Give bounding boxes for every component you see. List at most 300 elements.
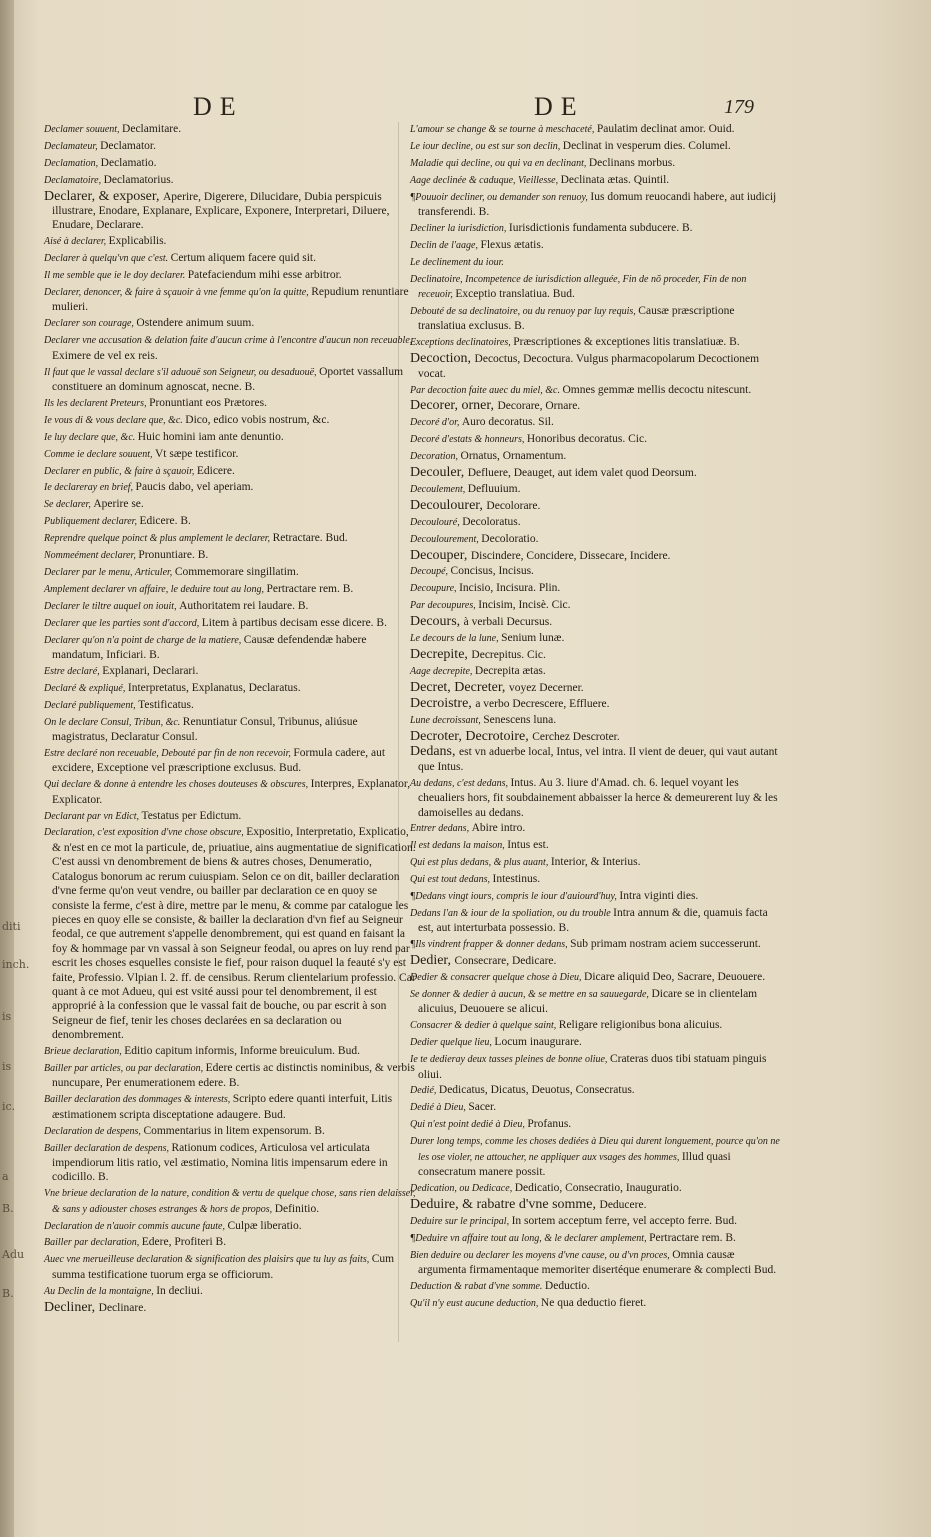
entry-french: Brieue declaration, — [44, 1046, 122, 1058]
dictionary-entry — [410, 713, 780, 728]
entry-french: Au Declin de la montaigne, — [44, 1285, 154, 1297]
entry-french: Nommeément declarer, — [44, 550, 136, 562]
dictionary-entry — [410, 1134, 780, 1179]
entry-french: Decoration, — [410, 451, 459, 463]
entry-french: Dedans, — [410, 744, 456, 760]
dictionary-entry — [44, 1284, 416, 1299]
entry-latin: est vn aduerbe local, Intus, vel intra. Il vient de deuer, qui vaut autant que Intus. — [418, 746, 778, 773]
running-head-right: DE — [534, 92, 585, 121]
entry-latin: Pronuntiare. B. — [138, 549, 209, 562]
margin-fragment: B. — [2, 1287, 14, 1300]
entry-french: Il est dedans la maison, — [410, 840, 505, 852]
entry-french: Decoupure, — [410, 583, 457, 595]
margin-fragment: inch. — [2, 958, 30, 971]
entry-latin: Profanus. — [527, 1118, 572, 1131]
dictionary-entry — [44, 316, 416, 331]
entry-french: Qui est tout dedans, — [410, 874, 490, 886]
entry-latin: Patefaciendum mihi esse arbitror. — [187, 269, 342, 282]
dictionary-entry — [410, 970, 780, 985]
entry-french: Dedié, — [410, 1085, 437, 1097]
entry-latin: Decoloratus. — [462, 515, 521, 528]
dictionary-entry — [410, 156, 780, 171]
entry-latin: Litem à partibus decisam esse dicere. B. — [201, 616, 387, 629]
dictionary-entry — [410, 255, 780, 270]
dictionary-entry — [410, 1117, 780, 1132]
entry-latin: Concisus, Incisus. — [450, 565, 534, 578]
dictionary-entry — [410, 821, 780, 836]
entry-latin: Ne qua deductio fieret. — [540, 1296, 647, 1309]
dictionary-entry — [44, 1301, 416, 1315]
entry-latin: Abire intro. — [471, 822, 526, 835]
entry-latin: Expositio, Interpretatio, Explicatio, & n'est en ce mot la particule, de, priuatiue, ains augmentatiue de signification. C'est aussi vn denombrement de biens & autres choses, Denumeratio, Catalogus bonorum ac rerum cuiuspiam. Selon ce on dit, bailler declaration d'vne ferme qu'on veut vendre, ou bailler par declaration ce en quoy se consiste la ferme, c'est à dire, mettre par le menu, & comme par catalogue les pieces en quoy elle se consiste, & bailler la declaration d'vn fief au Seigneur feodal, ce que autrement s'appelle denombrement, qui est quand en faisant la foy & hommage par vn vassal à son Seigneur feodal, ou apres on luy rend par escrit les choses esquelles consiste le fief, pour raison duquel la feauté s'y est faite, Professio. Vlpian l. 2. ff. de censibus. Rerum clientelarium professio. Car quant à ce mot Adueu, qui est vsité aussi pour tel denombrement, il est approprié à la confession que le vassal fait de bouche, ou par escrit à son Seigneur de fief, tenir les choses declarées en sa declaration ou denombrement. — [52, 826, 416, 1042]
entry-french: Declaration, c'est exposition d'vne chose obscure, — [44, 827, 244, 839]
entry-french: Declarer vne accusation & delation faite d'aucun crime à l'encontre d'aucun non receuable, — [44, 335, 413, 347]
entry-french: Decoulourement, — [410, 533, 479, 545]
entry-french: Bailler par articles, ou par declaration, — [44, 1062, 204, 1074]
margin-fragment: is — [2, 1060, 12, 1073]
entry-french: Aage declinée & caduque, Vieillesse, — [410, 174, 559, 186]
dictionary-entry — [44, 715, 416, 745]
entry-latin: Crateras duos tibi statuam pinguis oliui. — [418, 1053, 767, 1081]
entry-french: Declarer par le menu, Articuler, — [44, 566, 173, 578]
entry-french: Declarer le tiltre auquel on iouit, — [44, 600, 177, 612]
entry-french: Decoulouré, — [410, 516, 460, 528]
entry-latin: Intestinus. — [492, 873, 541, 886]
entry-latin: Rationum codices, Articulosa vel articulata impendiorum litis ratio, vel æstimatio, Nomina litis impensarum edere in codicillo. B. — [52, 1141, 388, 1184]
dictionary-entry — [44, 633, 416, 663]
dictionary-entry — [410, 515, 780, 530]
entry-french: Il faut que le vassal declare s'il aduouë son Seigneur, ou desaduouë, — [44, 366, 317, 378]
dictionary-entry — [410, 954, 780, 968]
page-number: 179 — [724, 96, 754, 118]
entry-french: Le decours de la lune, — [410, 633, 499, 645]
entry-french: Decroter, Decrotoire, — [410, 728, 529, 744]
dictionary-entry — [410, 1018, 780, 1033]
entry-latin: Interpres, Explanator, Explicator. — [52, 778, 411, 806]
entry-french: Estre declaré non receuable, Debouté par fin de non recevoir, — [44, 747, 291, 759]
dictionary-entry — [410, 564, 780, 579]
page-gutter — [0, 0, 14, 1537]
entry-french: Decoré d'or, — [410, 417, 460, 429]
entry-latin: Intus. Au 3. liure d'Amad. ch. 6. lequel voyant les cheualiers hors, fit soubdainement abbaisser la herce & demeurerent luy & les damoiselles au dedans. — [418, 776, 778, 819]
dictionary-entry — [44, 777, 416, 807]
dictionary-entry — [410, 615, 780, 629]
entry-latin: Flexus ætatis. — [480, 238, 544, 251]
dictionary-entry — [44, 413, 416, 428]
entry-latin: Cerchez Descroter. — [532, 730, 620, 743]
entry-french: Ie declareray en brief, — [44, 482, 134, 494]
dictionary-entry — [410, 648, 780, 662]
dictionary-entry — [410, 238, 780, 253]
dictionary-entry — [44, 582, 416, 597]
entry-french: Declaration de n'auoir commis aucune faute, — [44, 1220, 225, 1232]
entry-latin: Certum aliquem facere quid sit. — [170, 252, 316, 265]
dictionary-entry — [44, 156, 416, 171]
dictionary-entry — [410, 745, 780, 774]
entry-latin: Dicare aliquid Deo, Sacrare, Deuouere. — [584, 971, 766, 984]
entry-latin: Defluuium. — [467, 482, 521, 495]
entry-french: Dedans l'an & iour de la spoliation, ou du trouble — [410, 908, 611, 919]
dictionary-entry — [410, 1052, 780, 1082]
entry-latin: Consecrare, Dedicare. — [454, 955, 557, 968]
dictionary-entry — [410, 1198, 780, 1212]
entry-french: Decrepite, — [410, 647, 468, 662]
entry-latin: Decorare, Ornare. — [497, 400, 581, 413]
entry-french: Declarer son courage, — [44, 318, 134, 330]
dictionary-entry — [410, 1279, 780, 1294]
dictionary-entry — [44, 497, 416, 512]
dictionary-entry — [44, 599, 416, 614]
entry-latin: Declamatio. — [100, 156, 157, 169]
dictionary-entry — [44, 746, 416, 776]
dictionary-entry — [44, 565, 416, 580]
dictionary-entry — [410, 335, 780, 350]
entry-latin: à verbali Decursus. — [463, 616, 553, 629]
dictionary-entry — [44, 809, 416, 824]
entry-french: Declamateur, — [44, 140, 98, 152]
entry-french: Comme ie declare souuent, — [44, 448, 153, 460]
entry-french: Qui n'est point dedié à Dieu, — [410, 1119, 525, 1131]
entry-latin: Intra viginti dies. — [619, 890, 699, 903]
entry-latin: Renuntiatur Consul, Tribunus, aliúsue magistratus, Declaratur Consul. — [52, 715, 358, 744]
entry-french: ¶Deduire vn affaire tout au long, & le declarer amplement, — [410, 1232, 647, 1244]
dictionary-entry — [44, 1235, 416, 1250]
dictionary-entry — [44, 616, 416, 631]
entry-french: Durer long temps, comme les choses dediées à Dieu qui durent longuement, pource qu'on ne les ose violer, ne attoucher, ne appliquer aux vsages des hommes, — [410, 1136, 780, 1163]
dictionary-entry — [410, 122, 780, 137]
entry-latin: Edere certis ac distinctis nominibus, & verbis nuncupare, Per enumerationem edere. B. — [52, 1061, 415, 1090]
dictionary-entry — [410, 466, 780, 480]
dictionary-entry — [44, 1124, 416, 1139]
dictionary-entry — [44, 698, 416, 713]
left-column — [44, 122, 416, 1316]
entry-french: Bailler declaration des dommages & interests, — [44, 1094, 231, 1106]
margin-fragment: is — [2, 1010, 12, 1023]
dictionary-entry — [44, 365, 416, 395]
dictionary-entry — [44, 1061, 416, 1091]
entry-latin: Vt sæpe testificor. — [155, 447, 239, 460]
dictionary-entry — [410, 1248, 780, 1278]
entry-latin: Cum summa testificatione tuorum erga se officiorum. — [52, 1253, 395, 1281]
entry-latin: Commentarius in litem expensorum. B. — [143, 1124, 325, 1137]
dictionary-entry — [44, 480, 416, 495]
entry-latin: Edere, Profiteri B. — [141, 1236, 227, 1249]
dictionary-entry — [44, 173, 416, 188]
entry-french: ¶Pouuoir decliner, ou demander son renuoy, — [410, 191, 588, 203]
entry-french: Le iour decline, ou est sur son declin, — [410, 140, 561, 152]
entry-latin: Declinans morbus. — [588, 156, 676, 169]
dictionary-entry — [44, 285, 416, 315]
dictionary-entry — [44, 1186, 416, 1217]
entry-latin: Testatus per Edictum. — [141, 809, 242, 822]
entry-french: Decours, — [410, 614, 461, 630]
entry-latin: Senium lunæ. — [501, 632, 565, 645]
entry-french: Declarer, denoncer, & faire à sçauoir à vne femme qu'on la quitte, — [44, 287, 309, 299]
margin-fragment: diti — [2, 920, 21, 933]
entry-french: Deduction & rabat d'vne somme. — [410, 1280, 543, 1292]
entry-french: Decret, Decreter, — [410, 679, 506, 695]
dictionary-entry — [410, 415, 780, 430]
entry-french: Declaré publiquement, — [44, 699, 136, 711]
dictionary-entry — [410, 906, 780, 936]
entry-french: Declaré & expliqué, — [44, 682, 126, 694]
entry-french: L'amour se change & se tourne à meschaceté, — [410, 124, 595, 135]
entry-french: Le declinement du iour. — [410, 256, 504, 268]
entry-latin: In decliui. — [156, 1284, 203, 1297]
entry-latin: Illud quasi consecratum manere possit. — [418, 1150, 731, 1178]
dictionary-entry — [410, 681, 780, 695]
dictionary-entry — [44, 531, 416, 546]
dictionary-entry — [410, 1231, 780, 1246]
entry-french: Declarant par vn Edict, — [44, 810, 139, 822]
entry-french: Bailler declaration de despens, — [44, 1142, 169, 1154]
entry-latin: Commemorare singillatim. — [174, 565, 299, 578]
dictionary-entry — [410, 1181, 780, 1196]
entry-french: Qui declare & donne à entendre les choses douteuses & obscures, — [44, 779, 309, 791]
entry-french: Declarer, & exposer, — [44, 188, 160, 204]
entry-french: Declarer que les parties sont d'accord, — [44, 617, 200, 629]
entry-latin: Retractare. Bud. — [272, 532, 348, 545]
entry-french: Decliner, — [44, 1299, 96, 1315]
dictionary-entry — [44, 1252, 416, 1282]
dictionary-entry — [410, 1100, 780, 1115]
entry-french: Bailler par declaration, — [44, 1237, 140, 1249]
entry-latin: Ornatus, Ornamentum. — [460, 450, 567, 463]
entry-french: Decliner la iurisdiction, — [410, 222, 507, 234]
dictionary-entry — [44, 447, 416, 462]
entry-french: Dedier quelque lieu, — [410, 1037, 492, 1049]
entry-french: Decouper, — [410, 547, 468, 563]
entry-latin: Scripto edere quanti interfuit, Litis æstimationem scripta disceptatione adaugere. Bud. — [52, 1093, 393, 1121]
entry-latin: Defluere, Deauget, aut idem valet quod Deorsum. — [467, 467, 697, 480]
entry-french: Reprendre quelque poinct & plus amplement le declarer, — [44, 533, 271, 545]
entry-french: Decoré d'estats & honneurs, — [410, 434, 525, 446]
entry-latin: Edicere. B. — [139, 515, 191, 528]
entry-latin: Pertractare rem. B. — [266, 582, 354, 595]
dictionary-entry — [410, 1296, 780, 1311]
margin-fragment: Adu — [2, 1248, 25, 1261]
entry-french: Decroistre, — [410, 695, 472, 711]
entry-french: Dedier & consacrer quelque chose à Dieu, — [410, 972, 582, 984]
entry-french: Deduire, & rabatre d'vne somme, — [410, 1196, 597, 1212]
entry-latin: Explicabilis. — [108, 235, 167, 248]
dictionary-entry — [44, 234, 416, 249]
entry-french: Consacrer & dedier à quelque saint, — [410, 1020, 557, 1032]
dictionary-entry — [410, 855, 780, 870]
entry-latin: Dedicatus, Dicatus, Deuotus, Consecratus. — [438, 1084, 635, 1097]
entry-french: Declarer qu'on n'a point de charge de la matiere, — [44, 634, 242, 646]
entry-latin: Locum inaugurare. — [494, 1036, 582, 1049]
entry-latin: Definitio. — [274, 1202, 320, 1215]
entry-latin: Præscriptiones & exceptiones litis translatiuæ. B. — [513, 336, 740, 349]
dictionary-entry — [410, 872, 780, 887]
entry-latin: Oportet vassallum constituere an dominum agnoscat, necne. B. — [52, 365, 404, 393]
entry-french: Declin de l'aage, — [410, 239, 478, 251]
entry-latin: Omnes gemmæ mellis decoctu nitescunt. — [562, 383, 752, 396]
entry-french: Par decoction faite auec du miel, &c. — [410, 384, 560, 396]
dictionary-entry — [44, 1092, 416, 1122]
entry-french: Qui est plus dedans, & plus auant, — [410, 857, 549, 869]
entry-latin: Deducere. — [599, 1198, 647, 1211]
entry-latin: Aperire, Digerere, Dilucidare, Dubia perspicuis illustrare, Enodare, Explanare, Explicare, Exponere, Interpretari, Diluere, Enudare, Declarare. — [52, 190, 390, 232]
entry-latin: Exceptio translatiua. Bud. — [455, 288, 575, 301]
entry-latin: Declinata ætas. Quintil. — [560, 173, 670, 186]
entry-latin: Edicere. — [196, 464, 235, 477]
entry-latin: Interior, & Interius. — [550, 856, 641, 869]
entry-latin: Dicare se in clientelam alicuius, Deuouere se alicui. — [418, 988, 758, 1016]
entry-french: Declarer à quelqu'vn que c'est. — [44, 253, 169, 265]
dictionary-entry — [44, 664, 416, 679]
dictionary-entry — [44, 1141, 416, 1185]
dictionary-entry — [410, 664, 780, 679]
entry-french: Decoction, — [410, 351, 472, 367]
entry-latin: Decolorare. — [486, 499, 541, 512]
entry-french: Ils les declarent Preteurs, — [44, 397, 147, 409]
entry-french: Auec vne merueilleuse declaration & signification des plaisirs que tu luy as faits, — [44, 1254, 370, 1266]
entry-latin: Sub primam nostram aciem successerunt. — [570, 938, 761, 951]
entry-latin: Intra annum & die, quamuis facta est, aut interturbata possessio. B. — [418, 907, 768, 935]
entry-french: Bien deduire ou declarer les moyens d'vne cause, ou d'vn proces, — [410, 1249, 670, 1261]
entry-latin: Pronuntiant eos Prætores. — [149, 396, 267, 409]
entry-french: Aisé à declarer, — [44, 236, 107, 248]
entry-latin: Honoribus decoratus. Cic. — [526, 433, 647, 446]
entry-french: Decoulourer, — [410, 497, 483, 513]
dictionary-entry — [44, 190, 416, 233]
entry-french: Se declarer, — [44, 499, 91, 511]
entry-french: Publiquement declarer, — [44, 516, 137, 528]
dictionary-entry — [410, 730, 780, 744]
entry-french: Ie luy declare que, &c. — [44, 431, 136, 443]
entry-french: Par decoupures, — [410, 600, 476, 612]
entry-latin: Omnia causæ argumenta firmamentaque memoriter disertéque enumerare & complecti Bud. — [418, 1248, 777, 1276]
dictionary-entry — [410, 937, 780, 952]
entry-french: Decouler, — [410, 465, 465, 481]
entry-latin: Discindere, Concidere, Dissecare, Incidere. — [470, 549, 671, 562]
dictionary-entry — [410, 697, 780, 711]
entry-french: Dedier, — [410, 953, 452, 969]
dictionary-entry — [44, 122, 416, 137]
entry-french: Estre declaré, — [44, 665, 100, 677]
dictionary-entry — [410, 432, 780, 447]
dictionary-entry — [44, 333, 416, 363]
dictionary-entry — [410, 173, 780, 188]
dictionary-entry — [410, 581, 780, 596]
entry-french: Declamatoire, — [44, 174, 102, 186]
entry-french: Declaration de despens, — [44, 1125, 141, 1137]
entry-latin: Declinare. — [98, 1301, 147, 1314]
entry-latin: Incisio, Incisura. Plin. — [459, 582, 561, 595]
entry-latin: Editio capitum informis, Informe breuiculum. Bud. — [124, 1045, 360, 1058]
entry-french: Declinatoire, Incompetence de iurisdiction alleguée, Fin de nõ proceder, Fin de non receuoir, — [410, 273, 747, 301]
entry-latin: Authoritatem rei laudare. B. — [179, 599, 309, 612]
entry-french: Il me semble que ie le doy declarer. — [44, 270, 186, 282]
entry-french: Declamer souuent, — [44, 124, 120, 135]
dictionary-entry — [44, 139, 416, 154]
entry-latin: a verbo Decrescere, Effluere. — [475, 697, 610, 710]
margin-fragment: a — [2, 1170, 9, 1183]
dictionary-entry — [410, 352, 780, 381]
entry-latin: Dico, edico vobis nostrum, &c. — [185, 413, 330, 426]
dictionary-entry — [410, 631, 780, 646]
dictionary-entry — [410, 1214, 780, 1229]
entry-french: Ie vous di & vous declare que, &c. — [44, 414, 183, 426]
dictionary-entry — [410, 482, 780, 497]
dictionary-entry — [44, 430, 416, 445]
entry-latin: Culpæ liberatio. — [227, 1219, 302, 1232]
entry-latin: Causæ præscriptione translatiua exclusus. B. — [418, 304, 735, 333]
entry-french: Aage decrepite, — [410, 665, 473, 677]
entry-french: Dedié à Dieu, — [410, 1102, 466, 1114]
running-head-left: DE — [193, 92, 244, 121]
entry-latin: Decrepita ætas. — [474, 664, 546, 677]
dictionary-entry — [410, 838, 780, 853]
entry-french: Vne brieue declaration de la nature, condition & vertu de quelque chose, sans rien delaisser, & sans y adiouster choses estranges & hors de propos, — [44, 1188, 416, 1215]
entry-latin: Paucis dabo, vel aperiam. — [135, 481, 254, 494]
entry-french: Decoupé, — [410, 566, 449, 578]
dictionary-entry — [410, 987, 780, 1017]
entry-french: Ie te dedieray deux tasses pleines de bonne oliue, — [410, 1054, 608, 1066]
entry-latin: Ostendere animum suum. — [136, 317, 255, 330]
entry-latin: Huic homini iam ante denuntio. — [137, 430, 284, 443]
dictionary-entry — [44, 1044, 416, 1059]
entry-latin: Interpretatus, Explanatus, Declaratus. — [127, 681, 301, 694]
entry-french: Deduire sur le principal, — [410, 1215, 510, 1227]
dictionary-entry — [410, 272, 780, 303]
entry-latin: Declamator. — [100, 139, 156, 152]
dictionary-entry — [410, 532, 780, 547]
entry-latin: Declamatorius. — [103, 173, 174, 186]
entry-french: Exceptions declinatoires, — [410, 337, 511, 349]
dictionary-entry — [410, 304, 780, 334]
entry-latin: Decoctus, Decoctura. Vulgus pharmacopolarum Decoctionem vocat. — [418, 353, 760, 380]
entry-french: Declarer en public, & faire à sçauoir, — [44, 465, 195, 477]
entry-latin: Pertractare rem. B. — [649, 1231, 736, 1244]
entry-french: Maladie qui decline, ou qui va en declinant, — [410, 157, 587, 169]
dictionary-entry — [410, 449, 780, 464]
entry-latin: Declinat in vesperum dies. Columel. — [562, 139, 731, 152]
entry-french: ¶Dedans vingt iours, compris le iour d'auiourd'huy, — [410, 891, 617, 903]
dictionary-entry — [44, 548, 416, 563]
entry-latin: Dedicatio, Consecratio, Inauguratio. — [514, 1181, 682, 1194]
dictionary-entry — [44, 514, 416, 529]
entry-latin: Aperire se. — [93, 498, 144, 511]
dictionary-entry — [410, 499, 780, 513]
entry-latin: Repudium renuntiare mulieri. — [52, 286, 409, 314]
entry-french: On le declare Consul, Tribun, &c. — [44, 716, 181, 728]
dictionary-entry — [410, 383, 780, 398]
entry-french: Au dedans, c'est dedans, — [410, 777, 508, 789]
entry-latin: Ius domum reuocandi habere, aut iudicij transferendi. B. — [418, 190, 777, 219]
entry-latin: Senescens luna. — [483, 713, 557, 726]
entry-latin: Incisim, Incisè. Cic. — [478, 599, 571, 612]
entry-latin: Sacer. — [468, 1101, 497, 1114]
entry-french: Entrer dedans, — [410, 823, 470, 835]
entry-latin: Explanari, Declarari. — [102, 664, 199, 677]
entry-latin: Formula cadere, aut excidere, Exceptione vel præscriptione exclusus. Bud. — [52, 746, 386, 775]
entry-latin: Causæ defendendæ habere mandatum, Inficiari. B. — [52, 633, 367, 661]
entry-french: Dedication, ou Dedicace, — [410, 1182, 513, 1194]
dictionary-entry — [410, 776, 780, 820]
dictionary-entry — [44, 825, 416, 1042]
entry-french: Qu'il n'y eust aucune deduction, — [410, 1297, 539, 1309]
right-column — [410, 122, 780, 1313]
entry-french: Decorer, orner, — [410, 398, 494, 414]
entry-latin: Auro decoratus. Sil. — [461, 416, 554, 429]
dictionary-entry — [44, 268, 416, 283]
entry-latin: Religare religionibus bona alicuius. — [558, 1019, 723, 1032]
entry-french: Se donner & dedier à aucun, & se mettre en sa sauuegarde, — [410, 989, 649, 1001]
entry-latin: Deductio. — [544, 1279, 590, 1292]
